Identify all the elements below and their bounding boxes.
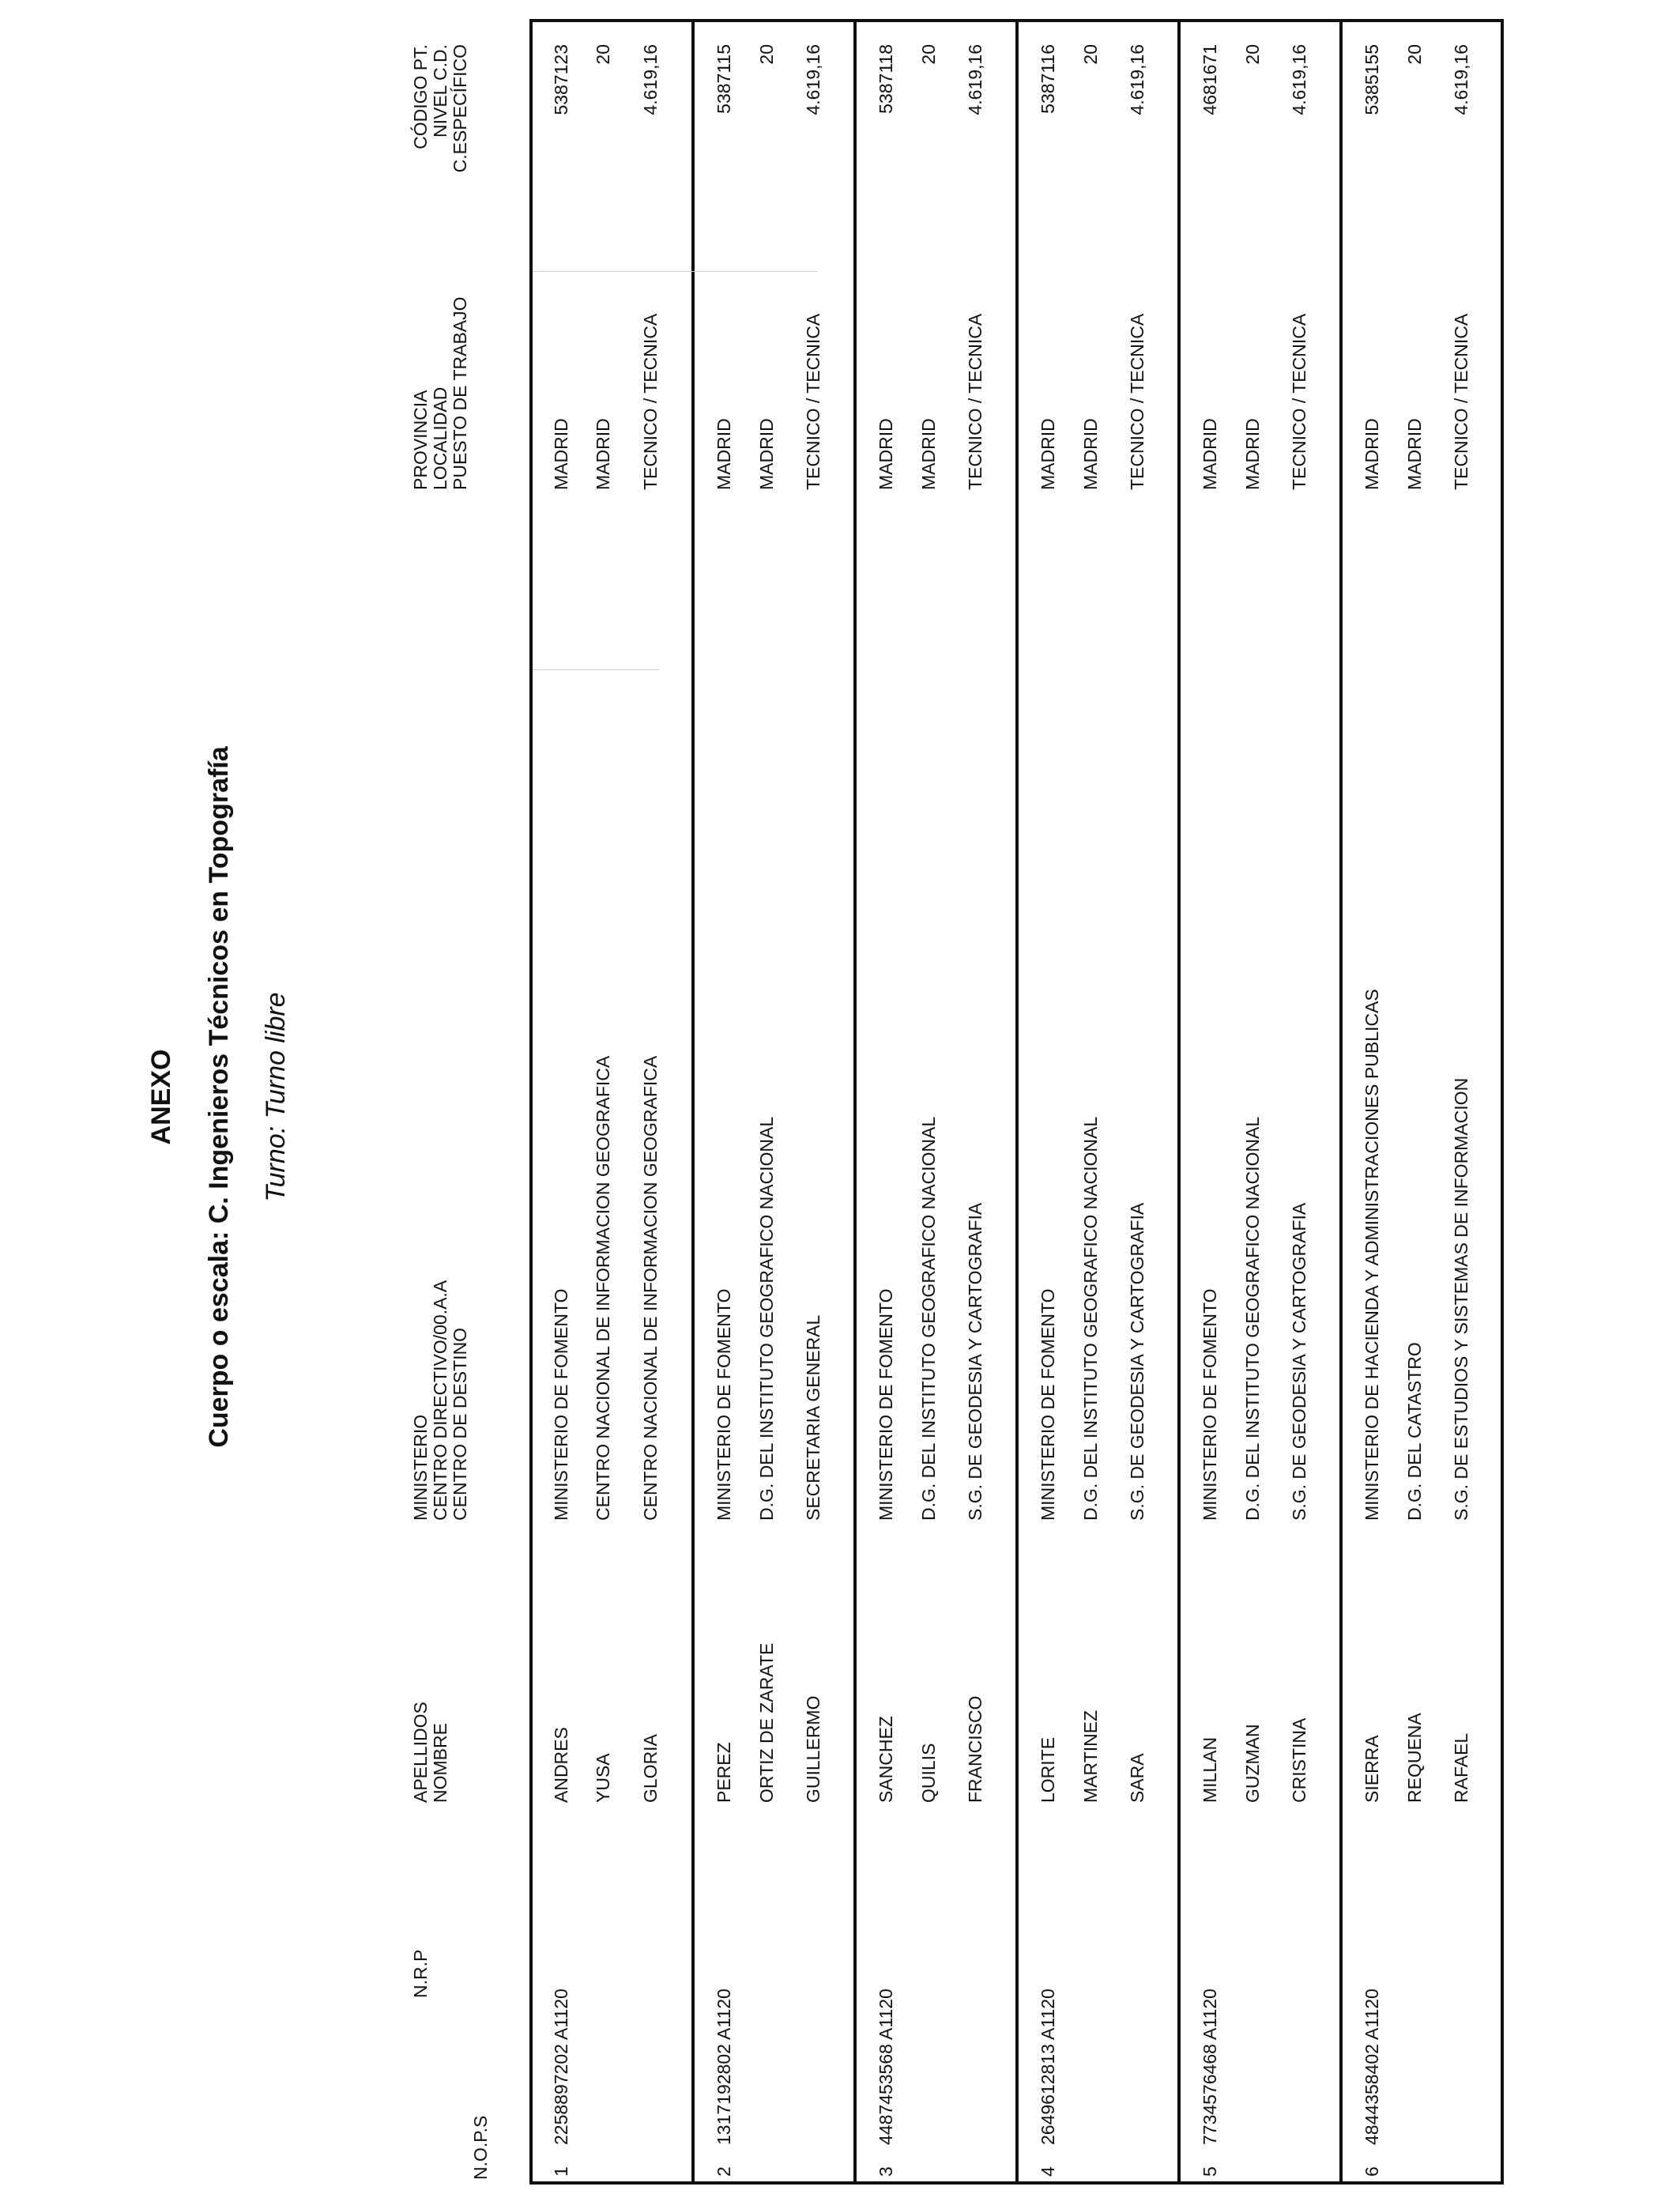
row-ministerio: MINISTERIO DE FOMENTO bbox=[551, 1288, 571, 1521]
row-apellido1: SIERRA bbox=[1362, 1735, 1382, 1803]
row-nombre: FRANCISCO bbox=[965, 1695, 985, 1803]
document-subtitle: Cuerpo o escala: C. Ingenieros Técnicos en Topografía bbox=[204, 746, 234, 1448]
row-puesto: TECNICO / TECNICA bbox=[1289, 313, 1309, 490]
row-nrp: 4487453568 A1120 bbox=[876, 1989, 896, 2145]
row-puesto: TECNICO / TECNICA bbox=[1127, 313, 1147, 490]
row-especifico: 4.619,16 bbox=[1289, 44, 1309, 115]
row-codigo: 5387118 bbox=[876, 44, 896, 114]
row-apellido2: REQUENA bbox=[1404, 1713, 1425, 1803]
row-provincia: MADRID bbox=[1362, 418, 1382, 490]
row-apellido2: GUZMAN bbox=[1242, 1724, 1263, 1803]
row-puesto: TECNICO / TECNICA bbox=[1451, 313, 1471, 490]
row-nivel: 20 bbox=[918, 44, 939, 65]
document-title: ANEXO bbox=[146, 1049, 176, 1145]
row-centro-destino: S.G. DE GEODESIA Y CARTOGRAFIA bbox=[1289, 1202, 1309, 1521]
header-provincia bbox=[411, 296, 470, 490]
row-especifico: 4.619,16 bbox=[803, 44, 823, 115]
row-codigo: 5385155 bbox=[1362, 44, 1382, 115]
row-ministerio: MINISTERIO DE FOMENTO bbox=[1200, 1288, 1220, 1521]
row-nombre: CRISTINA bbox=[1289, 1717, 1309, 1803]
header-ministerio-line: MINISTERIO bbox=[410, 1414, 431, 1521]
row-provincia: MADRID bbox=[1038, 418, 1058, 490]
row-especifico: 4.619,16 bbox=[1451, 44, 1471, 115]
row-nivel: 20 bbox=[1242, 44, 1263, 65]
header-provincia-line: PROVINCIA bbox=[410, 390, 431, 490]
header-apellidos-line: APELLIDOS bbox=[410, 1702, 431, 1803]
row-nombre: GLORIA bbox=[640, 1734, 661, 1803]
row-separator bbox=[691, 19, 695, 2185]
row-centro-directivo: D.G. DEL INSTITUTO GEOGRAFICO NACIONAL bbox=[756, 1116, 777, 1521]
header-centro-destino-line: CENTRO DE DESTINO bbox=[450, 1327, 470, 1521]
row-apellido2: QUILIS bbox=[918, 1743, 939, 1803]
row-puesto: TECNICO / TECNICA bbox=[640, 313, 661, 490]
column-divider bbox=[533, 669, 659, 670]
header-ministerio bbox=[411, 1280, 470, 1521]
row-nops: 3 bbox=[876, 2166, 896, 2177]
row-nrp: 2258897202 A1120 bbox=[551, 1989, 571, 2145]
row-localidad: MADRID bbox=[593, 418, 613, 490]
row-ministerio: MINISTERIO DE FOMENTO bbox=[714, 1288, 734, 1521]
header-codigo-line: CÓDIGO PT. bbox=[410, 44, 431, 149]
row-nops: 4 bbox=[1038, 2166, 1058, 2177]
row-provincia: MADRID bbox=[714, 418, 734, 490]
row-apellido1: SANCHEZ bbox=[876, 1716, 896, 1803]
row-nops: 2 bbox=[714, 2166, 734, 2177]
header-codigo bbox=[411, 44, 470, 218]
row-especifico: 4.619,16 bbox=[1127, 44, 1147, 115]
row-separator bbox=[1015, 19, 1019, 2185]
row-centro-directivo: CENTRO NACIONAL DE INFORMACION GEOGRAFICA bbox=[593, 1055, 613, 1521]
row-apellido2: MARTINEZ bbox=[1080, 1710, 1101, 1803]
header-centro-directivo-line: CENTRO DIRECTIVO/00.A.A bbox=[430, 1280, 450, 1521]
row-nrp: 4844358402 A1120 bbox=[1362, 1989, 1382, 2145]
row-apellido2: YUSA bbox=[593, 1753, 613, 1803]
row-codigo: 5387116 bbox=[1038, 44, 1058, 114]
row-especifico: 4.619,16 bbox=[965, 44, 985, 115]
row-nops: 6 bbox=[1362, 2166, 1382, 2177]
row-codigo: 4681671 bbox=[1200, 44, 1220, 115]
row-centro-destino: S.G. DE GEODESIA Y CARTOGRAFIA bbox=[1127, 1202, 1147, 1521]
column-divider bbox=[533, 271, 817, 272]
row-provincia: MADRID bbox=[551, 418, 571, 490]
row-provincia: MADRID bbox=[876, 418, 896, 490]
row-nombre: GUILLERMO bbox=[803, 1695, 823, 1803]
row-apellido2: ORTIZ DE ZARATE bbox=[756, 1642, 777, 1803]
row-separator bbox=[853, 19, 857, 2185]
row-puesto: TECNICO / TECNICA bbox=[803, 313, 823, 490]
header-puesto-line: PUESTO DE TRABAJO bbox=[450, 296, 470, 490]
turno-label: Turno: Turno libre bbox=[261, 992, 291, 1202]
row-apellido1: PEREZ bbox=[714, 1742, 734, 1803]
row-ministerio: MINISTERIO DE FOMENTO bbox=[1038, 1288, 1058, 1521]
row-puesto: TECNICO / TECNICA bbox=[965, 313, 985, 490]
row-nivel: 20 bbox=[756, 44, 777, 65]
row-apellido1: MILLAN bbox=[1200, 1736, 1220, 1803]
row-nivel: 20 bbox=[1404, 44, 1425, 65]
header-nrp: N.R.P bbox=[410, 1949, 431, 1998]
row-ministerio: MINISTERIO DE HACIENDA Y ADMINISTRACIONES PUBLICAS bbox=[1362, 989, 1382, 1521]
row-centro-destino: SECRETARIA GENERAL bbox=[803, 1314, 823, 1521]
row-nivel: 20 bbox=[1080, 44, 1101, 65]
row-nivel: 20 bbox=[593, 44, 613, 65]
row-centro-destino: S.G. DE GEODESIA Y CARTOGRAFIA bbox=[965, 1202, 985, 1521]
row-codigo: 5387115 bbox=[714, 44, 734, 114]
row-ministerio: MINISTERIO DE FOMENTO bbox=[876, 1288, 896, 1521]
row-localidad: MADRID bbox=[918, 418, 939, 490]
row-nops: 5 bbox=[1200, 2166, 1220, 2177]
row-nops: 1 bbox=[551, 2166, 571, 2177]
row-centro-directivo: D.G. DEL INSTITUTO GEOGRAFICO NACIONAL bbox=[1242, 1116, 1263, 1521]
row-localidad: MADRID bbox=[756, 418, 777, 490]
row-especifico: 4.619,16 bbox=[640, 44, 661, 115]
row-centro-destino: S.G. DE ESTUDIOS Y SISTEMAS DE INFORMACION bbox=[1451, 1077, 1471, 1521]
row-centro-directivo: D.G. DEL INSTITUTO GEOGRAFICO NACIONAL bbox=[918, 1116, 939, 1521]
row-separator bbox=[1177, 19, 1181, 2185]
header-localidad-line: LOCALIDAD bbox=[430, 386, 450, 490]
row-nombre: RAFAEL bbox=[1451, 1732, 1471, 1803]
row-localidad: MADRID bbox=[1242, 418, 1263, 490]
row-localidad: MADRID bbox=[1404, 418, 1425, 490]
header-nivel-line: NIVEL C.D. bbox=[430, 44, 450, 138]
row-centro-directivo: D.G. DEL INSTITUTO GEOGRAFICO NACIONAL bbox=[1080, 1116, 1101, 1521]
header-nops: N.O.P.S bbox=[470, 2115, 491, 2180]
row-localidad: MADRID bbox=[1080, 418, 1101, 490]
header-nombre-line: NOMBRE bbox=[430, 1723, 450, 1803]
row-separator bbox=[1339, 19, 1343, 2185]
row-nombre: SARA bbox=[1127, 1753, 1147, 1803]
row-centro-destino: CENTRO NACIONAL DE INFORMACION GEOGRAFICA bbox=[640, 1055, 661, 1521]
row-apellido1: LORITE bbox=[1038, 1736, 1058, 1803]
row-apellido1: ANDRES bbox=[551, 1727, 571, 1803]
header-apellidos bbox=[411, 1702, 450, 1803]
row-nrp: 7734576468 A1120 bbox=[1200, 1989, 1220, 2145]
header-especifico-line: C.ESPECÍFICO bbox=[450, 44, 470, 173]
row-codigo: 5387123 bbox=[551, 44, 571, 115]
row-provincia: MADRID bbox=[1200, 418, 1220, 490]
row-nrp: 1317192802 A1120 bbox=[714, 1989, 734, 2145]
row-nrp: 2649612813 A1120 bbox=[1038, 1989, 1058, 2145]
row-centro-directivo: D.G. DEL CATASTRO bbox=[1404, 1342, 1425, 1521]
